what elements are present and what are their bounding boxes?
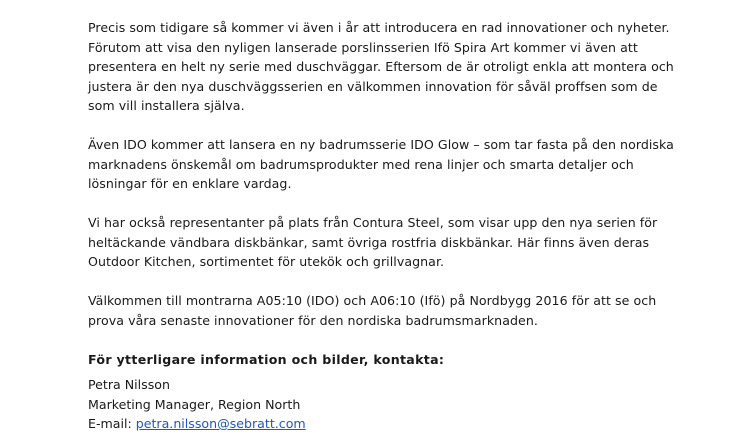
text-line: lösningar för en enklare vardag. [88, 176, 292, 191]
text-line: Precis som tidigare så kommer vi även i år att introducera en rad innovationer och nyheter. [88, 20, 670, 35]
paragraph-ido [88, 135, 688, 194]
contact-email-line [88, 414, 688, 434]
contact-name: Petra Nilsson [88, 377, 170, 392]
text-line: Även IDO kommer att lansera en ny badrumsserie IDO Glow – som tar fasta på den nordiska [88, 137, 674, 152]
email-link[interactable]: petra.nilsson@sebratt.com [135, 416, 306, 431]
paragraph-welcome [88, 291, 688, 330]
contact-block [88, 375, 688, 434]
text-line: heltäckande vändbara diskbänkar, samt övriga rostfria diskbänkar. Här finns även deras [88, 234, 650, 250]
document-body [88, 18, 688, 434]
text-line: prova våra senaste innovationer för den nordiska badrumsmarknaden. [88, 312, 538, 328]
paragraph-intro [88, 18, 688, 116]
email-label: E-mail: [88, 416, 136, 431]
text-line: marknadens önskemål om badrumsprodukter med rena linjer och smarta detaljer och [88, 156, 634, 172]
text-line: som vill installera själva. [88, 98, 245, 113]
text-line: Outdoor Kitchen, sortimentet för utekök och grillvagnar. [88, 254, 445, 269]
text-line: Vi har också representanter på plats från Contura Steel, som visar upp den nya serien för [88, 215, 658, 230]
text-line: presentera en helt ny serie med duschväggar. Eftersom de är otroligt enkla att montera och [88, 59, 674, 74]
contact-heading: För ytterligare information och bilder, kontakta: [88, 351, 445, 367]
paragraph-contura [88, 213, 688, 272]
text-line: Förutom att visa den nyligen lanserade porslinsserien Ifö Spira Art kommer vi även att [88, 39, 638, 55]
text-line: justera är den nya duschväggsserien en välkommen innovation för såväl proffsen som de [88, 78, 658, 94]
contact-role: Marketing Manager, Region North [88, 396, 301, 412]
text-line: Välkommen till montrarna A05:10 (IDO) och A06:10 (Ifö) på Nordbygg 2016 för att se och [88, 293, 657, 308]
